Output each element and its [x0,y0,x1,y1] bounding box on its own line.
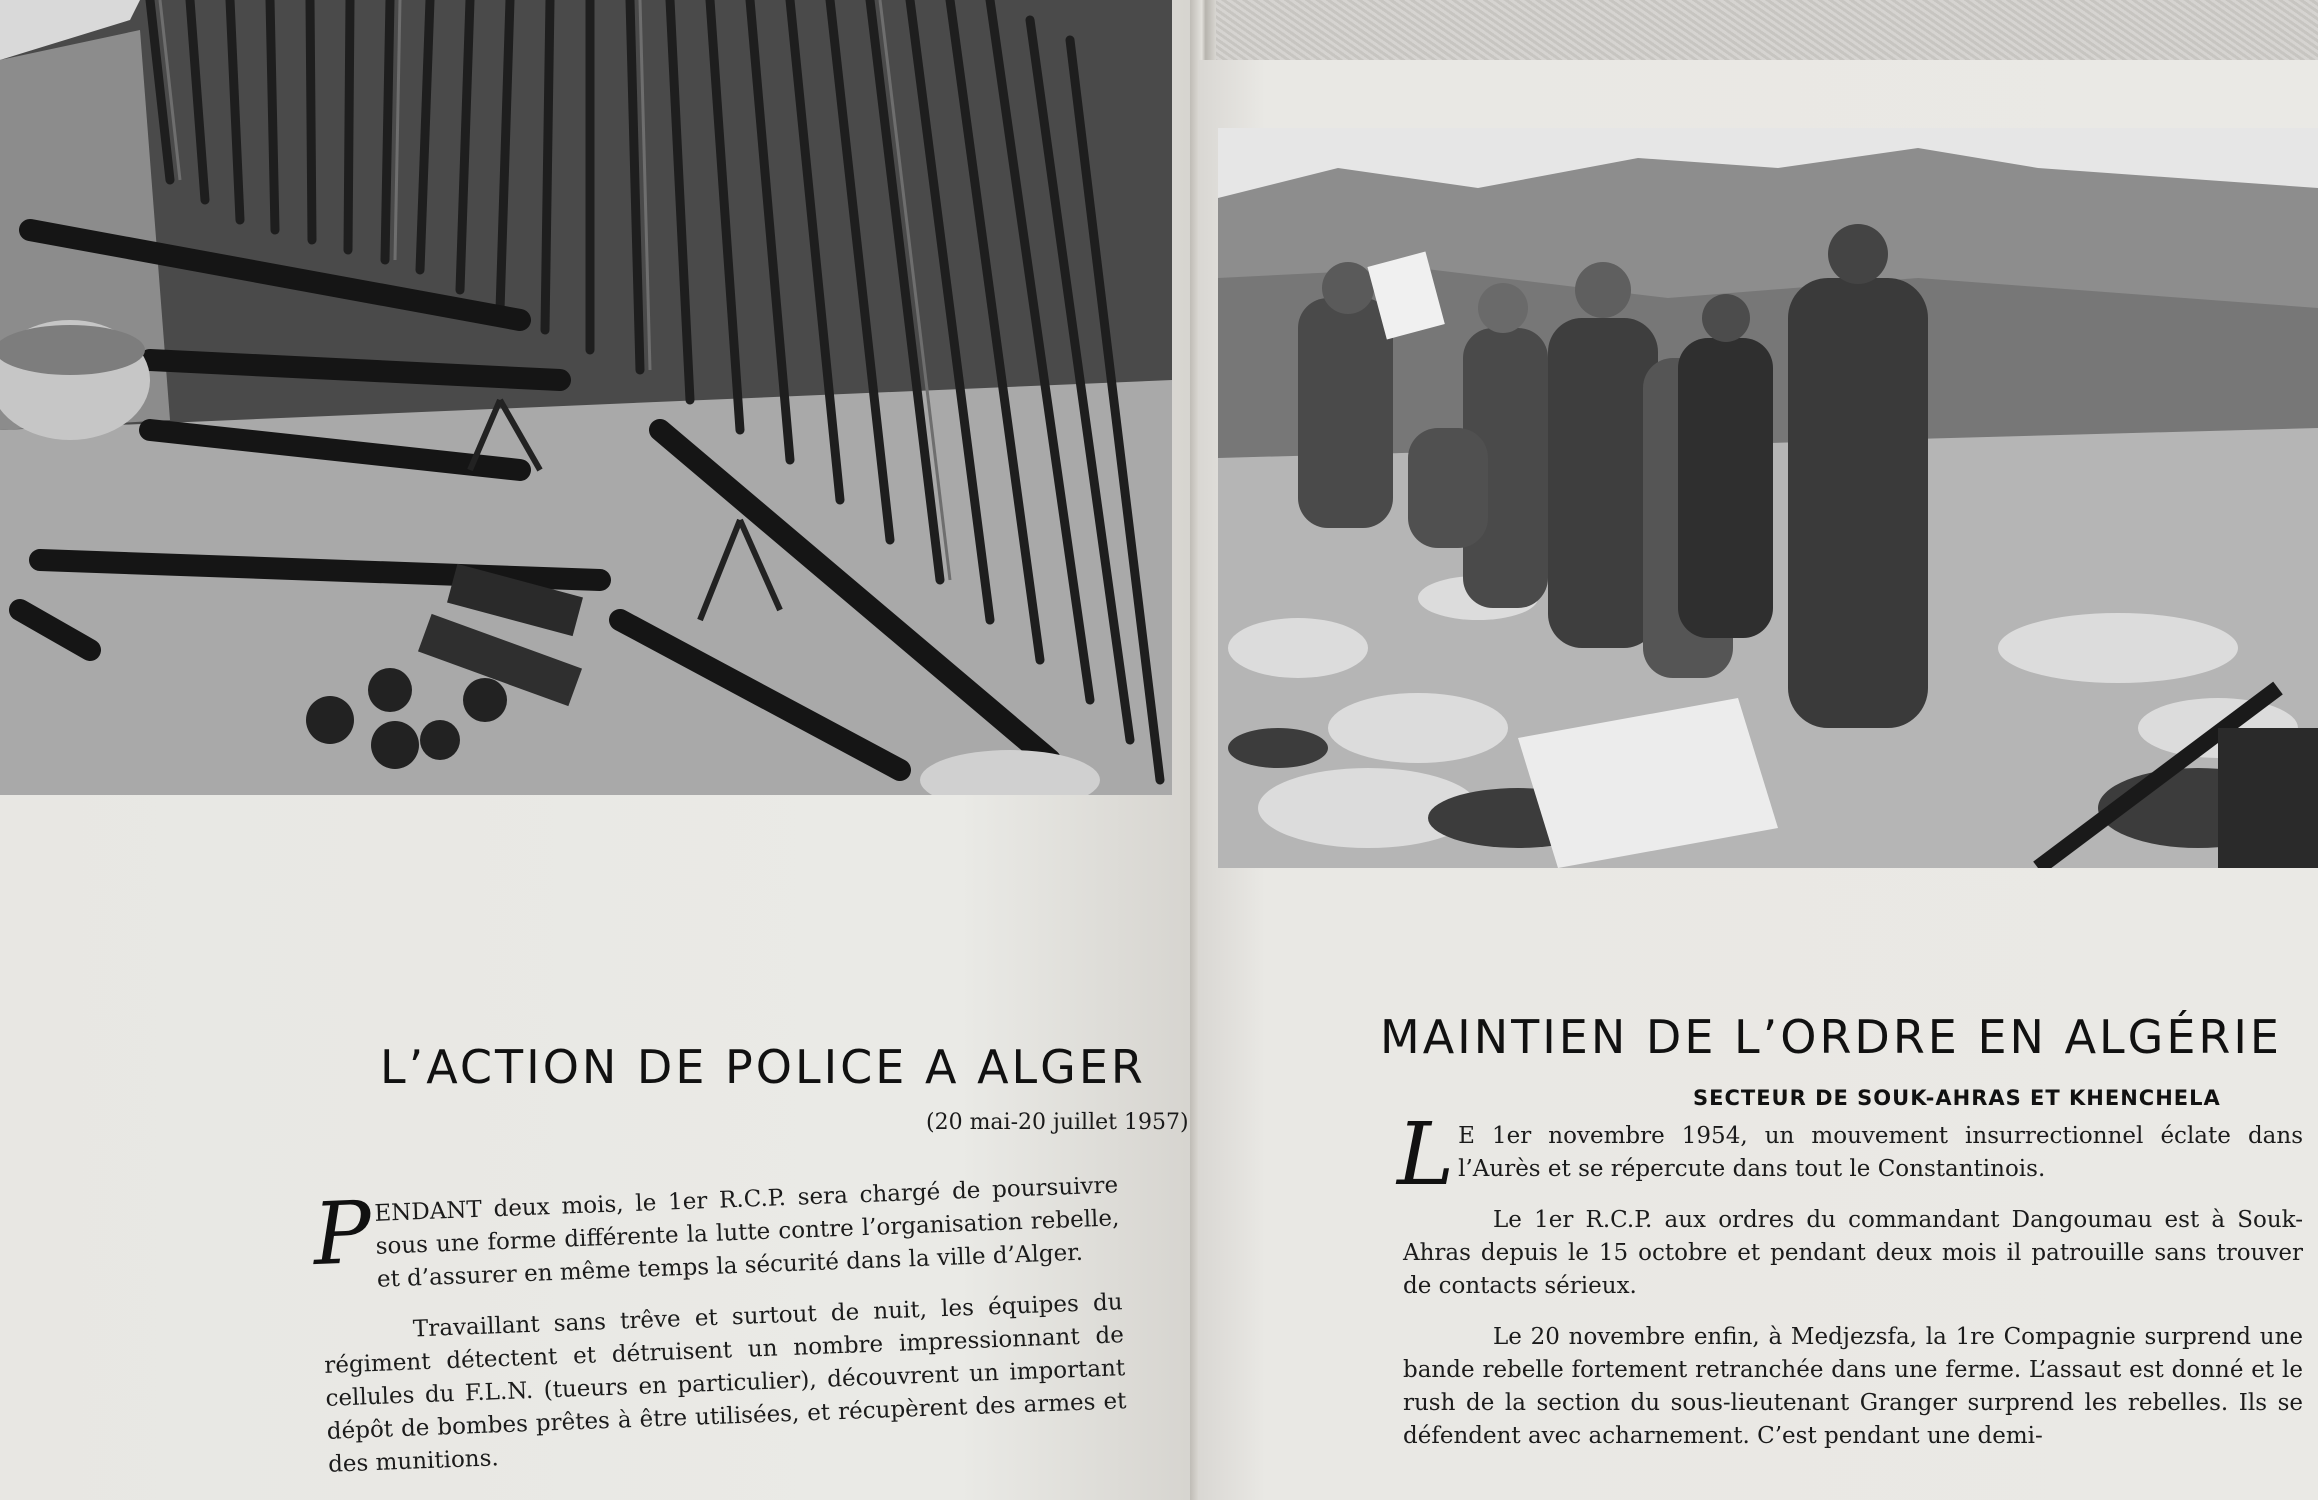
right-page-title: MAINTIEN DE L’ORDRE EN ALGÉRIE [1380,1010,2282,1064]
weapons-photo [0,0,1172,795]
left-page-dates: (20 mai-20 juillet 1957) [926,1110,1189,1135]
right-page-body [1397,1105,2303,1471]
right-paragraph-1 [1397,1105,2303,1205]
soldiers-illustration [1218,128,2318,868]
right-dropcap: L [1397,1105,1455,1205]
right-page-subtitle: SECTEUR DE SOUK-AHRAS ET KHENCHELA [1693,1086,2221,1110]
left-page-title: L’ACTION DE POLICE A ALGER [380,1040,1146,1094]
soldiers-photo [1218,128,2318,868]
left-dropcap: P [311,1183,374,1286]
right-paragraph-3: Le 20 novembre enfin, à Medjezsfa, la 1re Compagnie surprend une bande rebelle fortement retranchée dans une ferme. L’assaut est donné et le rush de la section du sous-lieutenant Granger surprend les rebelles. Ils se défendent avec acharnement. C’est pendant une demi- [1403,1324,2303,1449]
left-paragraph-1 [311,1169,1121,1299]
right-page [1198,60,2318,1500]
right-paragraph-2: Le 1er R.C.P. aux ordres du commandant Dangoumau est à Souk-Ahras depuis le 15 octobre et pendant deux mois il patrouille sans trouver de contacts sérieux. [1403,1207,2303,1299]
right-paragraph-1-text: E 1er novembre 1954, un mouvement insurrectionnel éclate dans l’Aurès et se répercute dans tout le Constantinois. [1458,1123,2303,1182]
left-paragraph-1-text: ENDANT deux mois, le 1er R.C.P. sera chargé de poursuivre sous une forme différente la lutte contre l’organisation rebelle, et d’assurer en même temps la sécurité dans la ville d’Alger. [373,1172,1120,1293]
left-paragraph-2: Travaillant sans trêve et surtout de nuit, les équipes du régiment détectent et détruisent un nombre impressionnant de cellules du F.L.N. (tueurs en particulier), découvrent un important dépôt de bombes prêtes à être utilisées, et récupèrent des armes et des munitions. [323,1289,1127,1478]
left-page-body [311,1169,1129,1499]
weapons-illustration [0,0,1172,795]
